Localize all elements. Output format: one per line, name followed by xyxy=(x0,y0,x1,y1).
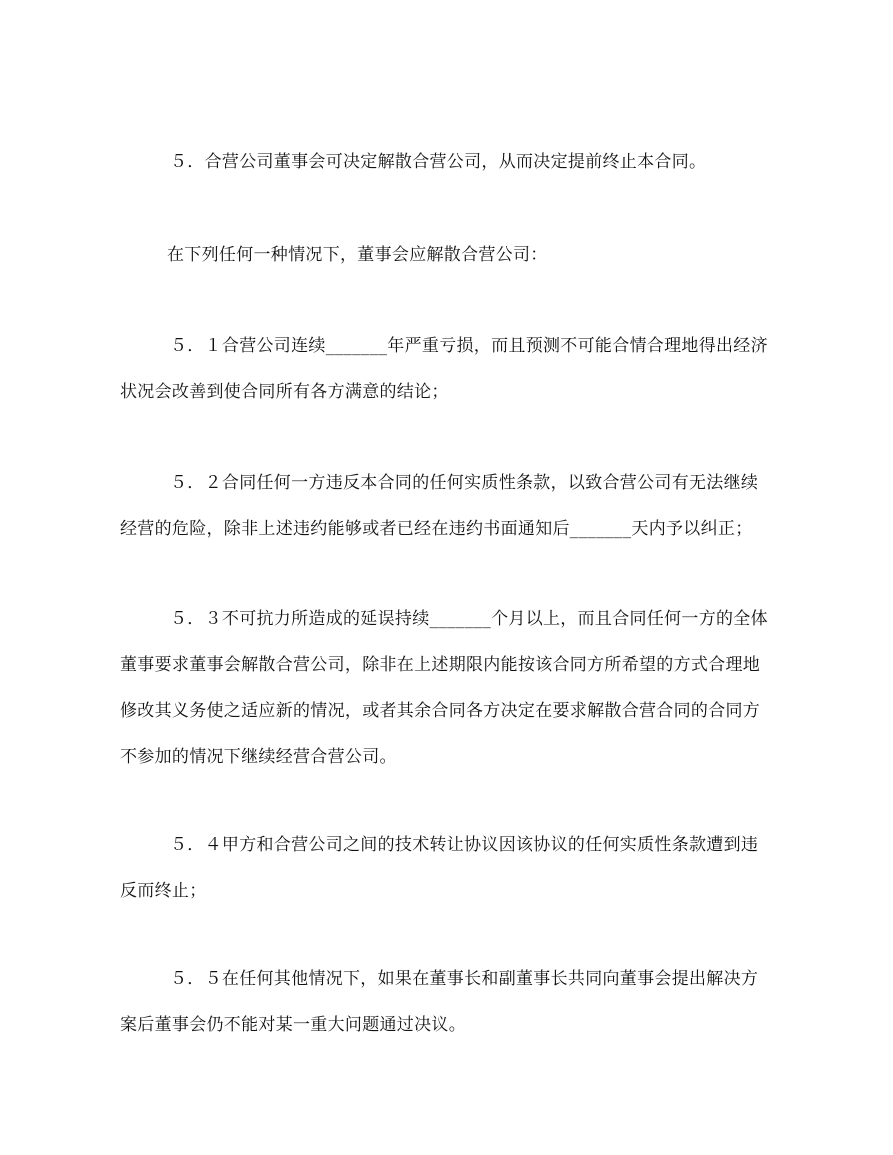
paragraph-clause-5-5: ５．５在任何其他情况下，如果在董事长和副董事长共同向董事会提出解决方案后董事会仍不能对某一重大问题通过决议。 xyxy=(120,969,759,1035)
paragraph-clause-5-3: ５．３不可抗力所造成的延误持续_______个月以上，而且合同任何一方的全体董事要求董事会解散合营公司，除非在上述期限内能按该合同方所希望的方式合理地修改其义务使之适应新的情况，或者其余合同各方决定在要求解散合营合同的合同方不参加的情况下继续经营合营公司。 xyxy=(120,609,768,767)
paragraph-clause-5: ５．合营公司董事会可决定解散合营公司，从而决定提前终止本合同。 xyxy=(170,152,707,172)
paragraph-clause-5-2: ５．２合同任何一方违反本合同的任何实质性条款，以致合营公司有无法继续经营的危险，除非上述违约能够或者已经在违约书面通知后_______天内予以纠正； xyxy=(120,473,759,539)
paragraph-clause-5-1: ５．１合营公司连续_______年严重亏损，而且预测不可能合情合理地得出经济状况会改善到使合同所有各方满意的结论； xyxy=(120,336,768,402)
paragraph-dissolution-intro: 在下列任何一种情况下，董事会应解散合营公司： xyxy=(167,245,548,265)
paragraph-clause-5-4: ５．４甲方和合营公司之间的技术转让协议因该协议的任何实质性条款遭到违反而终止； xyxy=(120,835,759,901)
